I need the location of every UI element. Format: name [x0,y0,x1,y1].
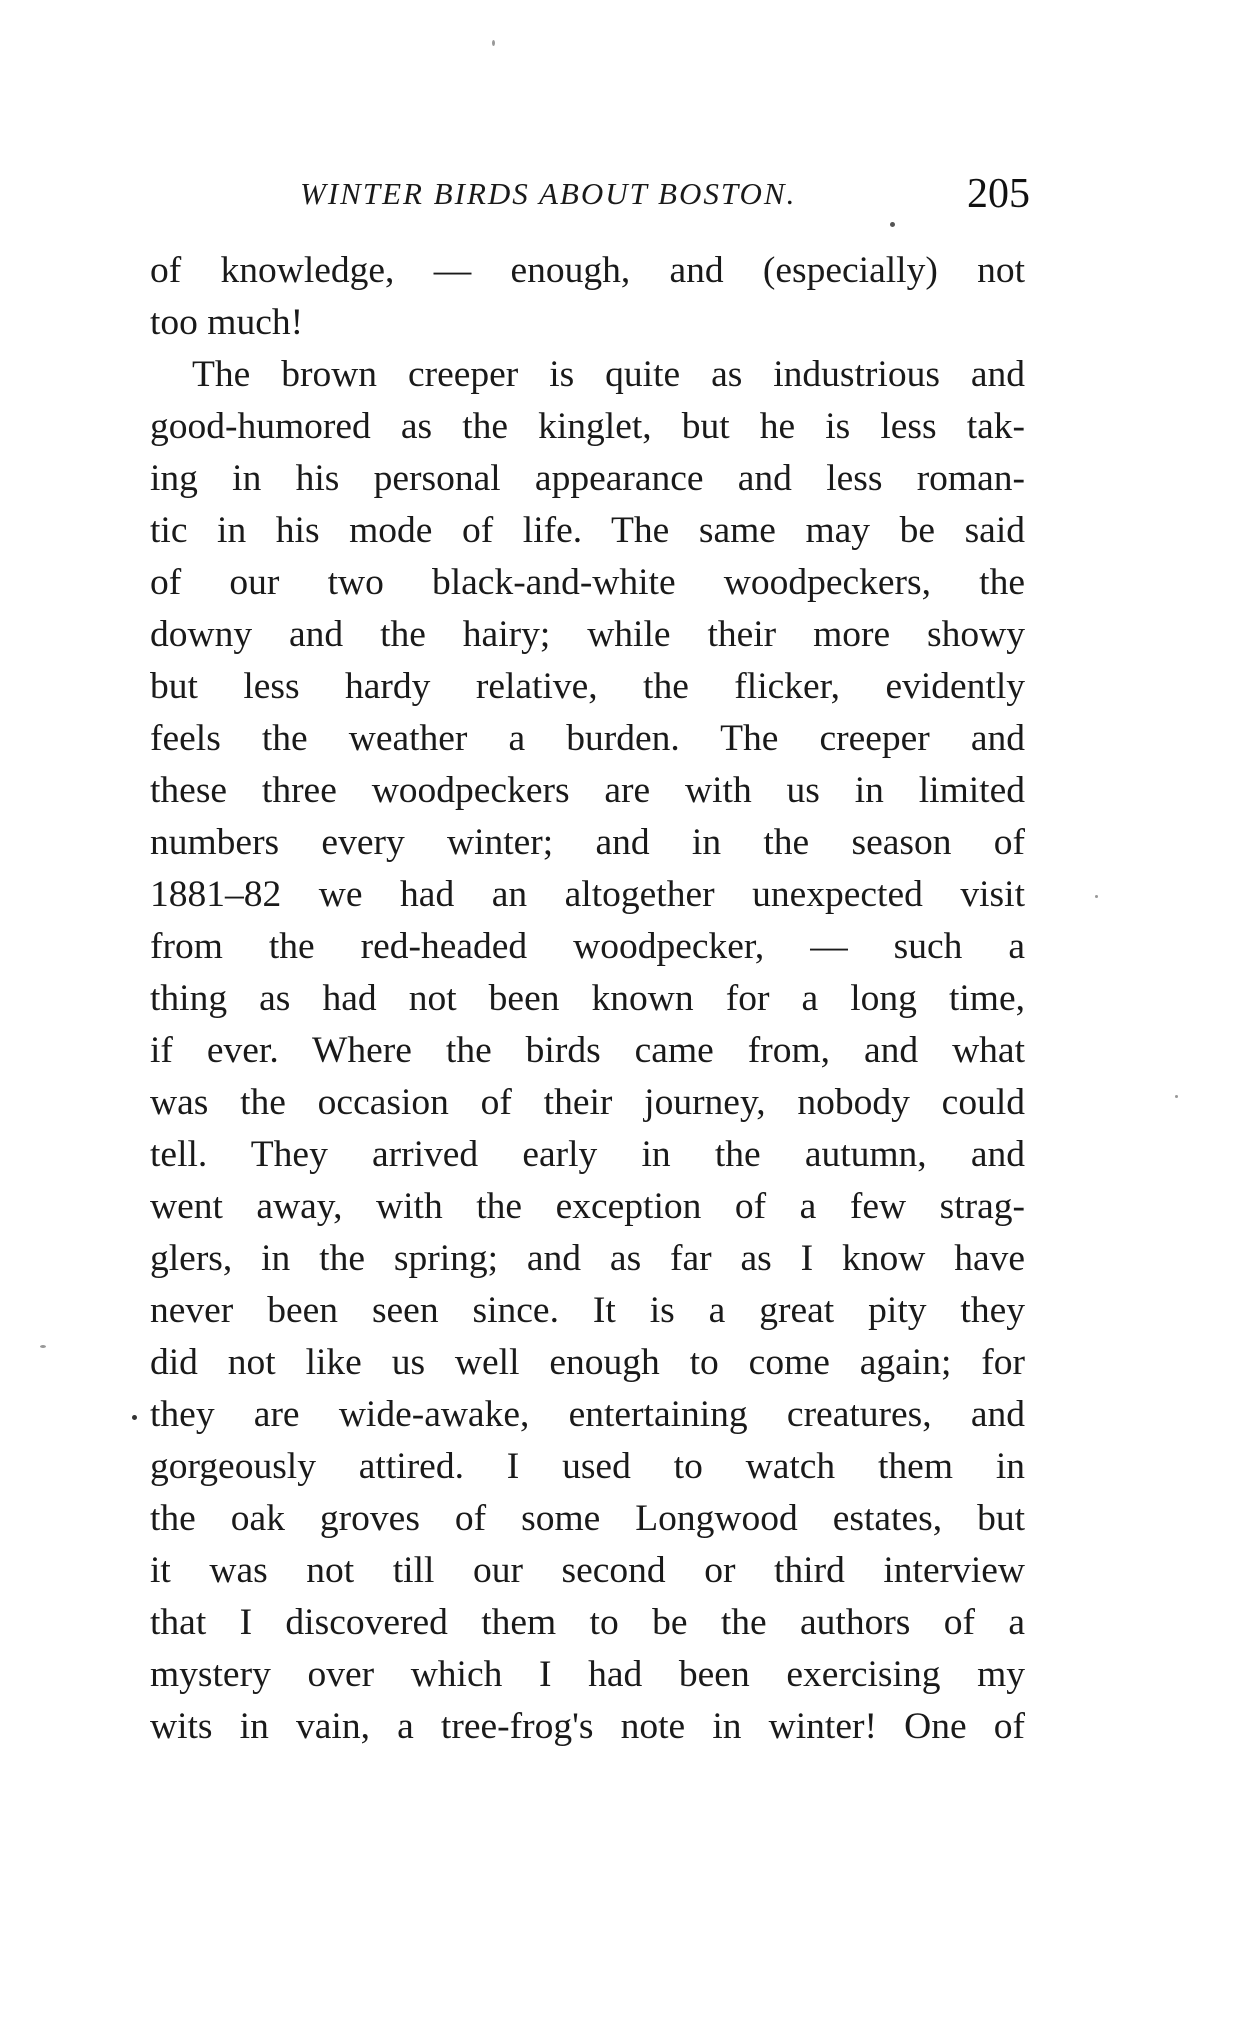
text-line: too much! [150,302,304,343]
text-line: glers, in the spring; and as far as I know have [150,1238,1025,1279]
body-text [150,245,1025,1753]
text-line: the oak groves of some Longwood estates, but [150,1498,1025,1539]
text-line: mystery over which I had been exercising my [150,1654,1025,1695]
text-line: went away, with the exception of a few strag- [150,1186,1025,1227]
text-line: that I discovered them to be the authors of a [150,1602,1025,1643]
scan-speck [40,1345,46,1348]
text-line: tic in his mode of life. The same may be said [150,510,1025,551]
text-line: ing in his personal appearance and less roman- [150,458,1025,499]
paragraph-2 [150,349,1025,1753]
text-line: 1881–82 we had an altogether unexpected visit [150,874,1025,915]
text-line: if ever. Where the birds came from, and what [150,1030,1025,1071]
text-line: good-humored as the kinglet, but he is less tak- [150,406,1025,447]
text-line: numbers every winter; and in the season of [150,822,1025,863]
text-line: these three woodpeckers are with us in limited [150,770,1025,811]
running-head [150,170,1030,220]
text-line: but less hardy relative, the flicker, evidently [150,666,1025,707]
scan-speck [1095,895,1098,898]
text-line: never been seen since. It is a great pity they [150,1290,1025,1331]
text-line: wits in vain, a tree-frog's note in winter! One of [150,1706,1025,1747]
scan-speck [1175,1095,1178,1098]
scan-speck [890,222,895,227]
running-title: WINTER BIRDS ABOUT BOSTON. [300,176,797,211]
text-line: they are wide-awake, entertaining creatures, and [150,1394,1025,1435]
text-line: of knowledge, — enough, and (especially) not [150,250,1025,291]
text-line: gorgeously attired. I used to watch them in [150,1446,1025,1487]
text-line: The brown creeper is quite as industrious and [192,354,1025,395]
text-line: from the red-headed woodpecker, — such a [150,926,1025,967]
text-line: downy and the hairy; while their more showy [150,614,1025,655]
scan-speck [132,1415,137,1420]
text-line: it was not till our second or third interview [150,1550,1025,1591]
scan-speck [492,40,495,46]
paragraph-1 [150,245,1025,349]
text-line: was the occasion of their journey, nobody could [150,1082,1025,1123]
text-line: tell. They arrived early in the autumn, and [150,1134,1025,1175]
page-number: 205 [967,171,1030,217]
text-line: did not like us well enough to come again; for [150,1342,1025,1383]
text-line: of our two black-and-white woodpeckers, the [150,562,1025,603]
text-line: thing as had not been known for a long time, [150,978,1025,1019]
text-line: feels the weather a burden. The creeper and [150,718,1025,759]
